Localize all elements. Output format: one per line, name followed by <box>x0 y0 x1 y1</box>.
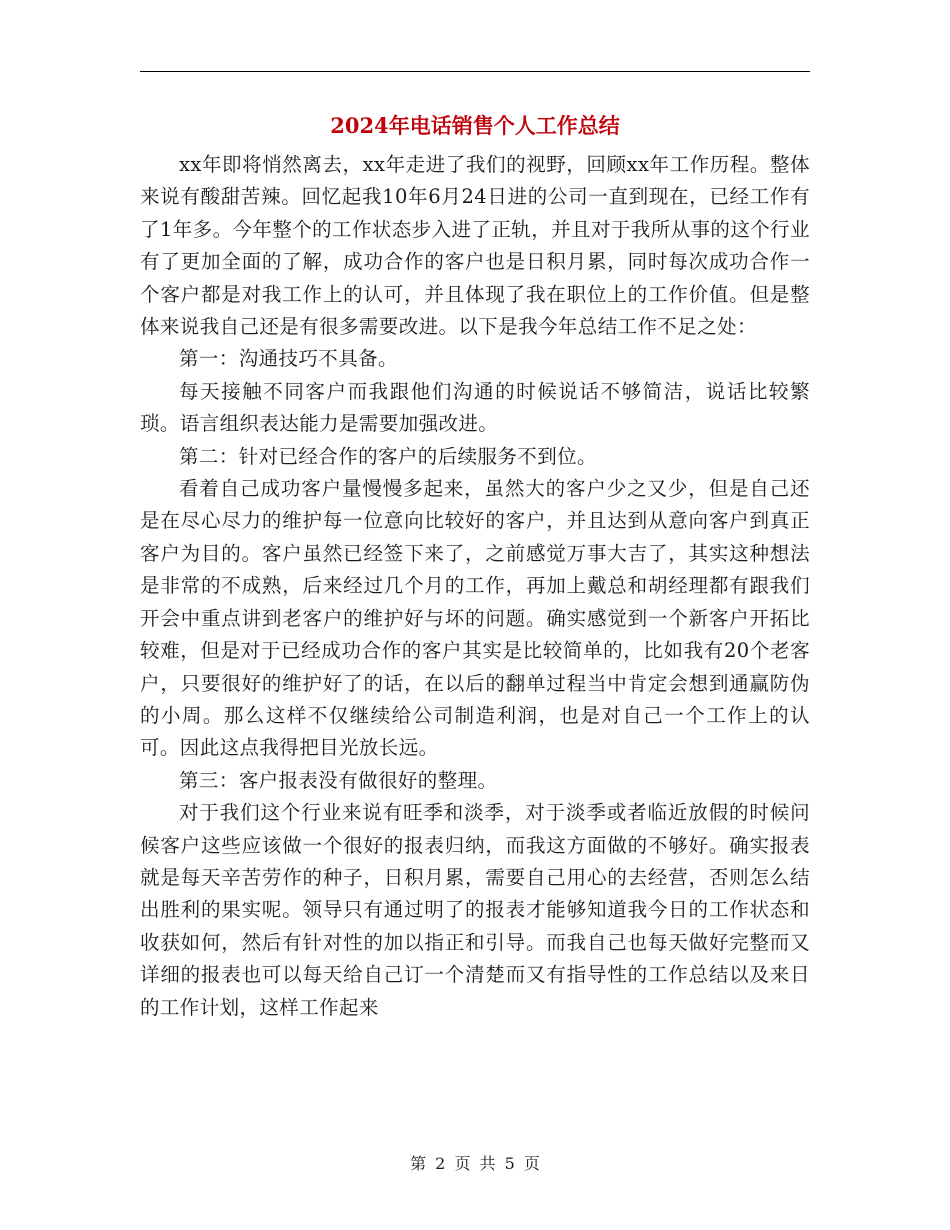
paragraph-point-2: 看着自己成功客户量慢慢多起来，虽然大的客户少之又少，但是自己还是在尽心尽力的维护每一位意向比较好的客户，并且达到从意向客户到真正客户为目的。客户虽然已经签下来了，之前感觉万事大吉了，其实这种想法是非常的不成熟，后来经过几个月的工作，再加上戴总和胡经理都有跟我们开会中重点讲到老客户的维护好与坏的问题。确实感觉到一个新客户开拓比较难，但是对于已经成功合作的客户其实是比较简单的，比如我有20个老客户，只要很好的维护好了的话，在以后的翻单过程当中肯定会想到通赢防伪的小周。那么这样不仅继续给公司制造利润，也是对自己一个工作上的认可。因此这点我得把目光放长远。 <box>140 477 810 760</box>
paragraph-point-3: 对于我们这个行业来说有旺季和淡季，对于淡季或者临近放假的时候问候客户这些应该做一个很好的报表归纳，而我这方面做的不够好。确实报表就是每天辛苦劳作的种子，日积月累，需要自己用心的去经营，否则怎么结出胜利的果实呢。领导只有通过明了的报表才能够知道我今日的工作状态和收获如何，然后有针对性的加以指正和引导。而我自己也每天做好完整而又详细的报表也可以每天给自己订一个清楚而又有指导性的工作总结以及来日的工作计划，这样工作起来 <box>140 801 810 1019</box>
header-rule <box>140 71 810 72</box>
heading-point-2: 第二：针对已经合作的客户的后续服务不到位。 <box>179 444 597 468</box>
heading-point-3: 第三：客户报表没有做很好的整理。 <box>179 768 498 792</box>
paragraph-point-1: 每天接触不同客户而我跟他们沟通的时候说话不够简洁，说话比较繁琐。语言组织表达能力是需要加强改进。 <box>140 379 810 436</box>
paragraph-intro: xx年即将悄然离去，xx年走进了我们的视野，回顾xx年工作历程。整体来说有酸甜苦辣。回忆起我10年6月24日进的公司一直到现在，已经工作有了1年多。今年整个的工作状态步入进了正轨，并且对于我所从事的这个行业有了更加全面的了解，成功合作的客户也是日积月累，同时每次成功合作一个客户都是对我工作上的认可，并且体现了我在职位上的工作价值。但是整体来说我自己还是有很多需要改进。以下是我今年总结工作不足之处： <box>140 153 810 339</box>
document-title: 2024年电话销售个人工作总结 <box>330 113 620 138</box>
page-number-footer: 第 2 页 共 5 页 <box>410 1154 540 1173</box>
heading-point-1: 第一：沟通技巧不具备。 <box>179 347 398 371</box>
document-body <box>140 149 810 1024</box>
